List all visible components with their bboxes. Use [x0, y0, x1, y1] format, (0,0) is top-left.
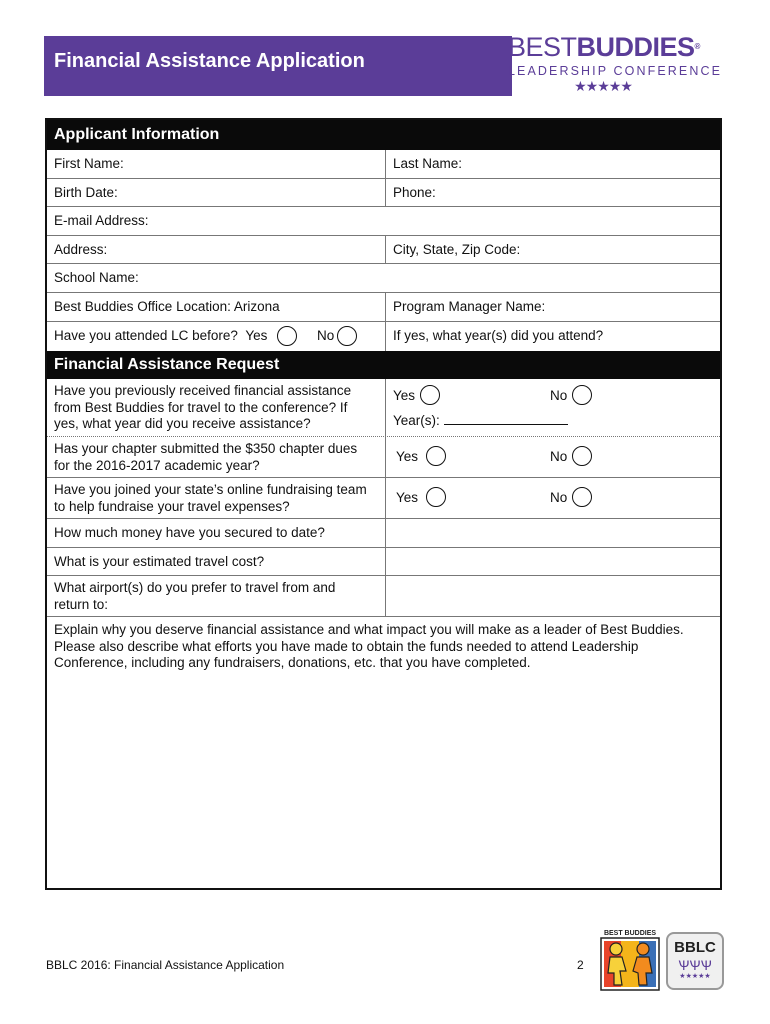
email-field[interactable]: E-mail Address: — [54, 213, 149, 228]
bblc-badge: BBLC ѰѰѰ ★★★★★ — [666, 932, 724, 990]
bblc-stars: ★★★★★ — [679, 973, 711, 980]
application-form — [45, 118, 722, 890]
explain-field[interactable]: Explain why you deserve financial assistance and what impact you will make as a leader of Best Buddies. Please also describe what efforts you have made to obtain the funds needed to attend Leadership Conference, including any fundraisers, donations, etc. that you have completed. — [54, 622, 684, 670]
row-money-secured — [47, 519, 720, 548]
attended-no-label: No — [317, 328, 335, 343]
chapter-dues-question: Has your chapter submitted the $350 chapter dues for the 2016-2017 academic year? — [47, 437, 386, 477]
page-number: 2 — [577, 958, 584, 972]
years-label: Year(s): — [393, 412, 568, 428]
row-name — [47, 150, 720, 179]
fundraising-team-question: Have you joined your state’s online fundraising team to help fundraise your travel expenses? — [47, 478, 386, 518]
first-name-field[interactable]: First Name: — [47, 150, 386, 178]
school-name-field[interactable]: School Name: — [54, 270, 139, 285]
fundraising-no-radio[interactable] — [572, 487, 592, 507]
section-financial-assistance-request: Financial Assistance Request — [47, 351, 720, 379]
row-airport — [47, 576, 720, 617]
row-email — [47, 207, 720, 236]
row-fundraising-team — [47, 478, 720, 519]
office-location-field[interactable]: Best Buddies Office Location: Arizona — [47, 293, 386, 321]
attended-years-field[interactable]: If yes, what year(s) did you attend? — [393, 328, 604, 343]
money-secured-question: How much money have you secured to date? — [47, 519, 386, 547]
row-office — [47, 293, 720, 322]
chapter-dues-answer: Yes No — [386, 437, 720, 477]
best-buddies-badge — [600, 930, 660, 992]
row-birth-phone — [47, 179, 720, 207]
birth-date-field[interactable]: Birth Date: — [47, 179, 386, 206]
fundraising-team-answer: Yes No — [386, 478, 720, 518]
best-buddies-badge-text: BEST BUDDIES — [603, 930, 657, 937]
footer-title: BBLC 2016: Financial Assistance Application — [46, 958, 285, 972]
row-previous-assistance — [47, 379, 720, 437]
airport-field[interactable] — [386, 576, 720, 616]
travel-cost-field[interactable] — [386, 548, 720, 575]
city-state-zip-field[interactable]: City, State, Zip Code: — [393, 242, 521, 257]
section-applicant-information: Applicant Information — [47, 120, 720, 150]
page-title: Financial Assistance Application — [54, 50, 365, 72]
previous-assistance-answer: Yes No Year(s): — [386, 379, 720, 436]
row-school — [47, 264, 720, 293]
previous-assistance-yes-radio[interactable] — [420, 385, 440, 405]
last-name-field[interactable]: Last Name: — [393, 156, 463, 171]
previous-assistance-no-radio[interactable] — [572, 385, 592, 405]
row-explain — [47, 617, 720, 890]
previous-assistance-question: Have you previously received financial assistance from Best Buddies for travel to the conference? If yes, what year did you receive assistance? — [47, 379, 386, 436]
phone-field[interactable]: Phone: — [393, 185, 436, 200]
best-buddies-logo: BESTBUDDIES® LEADERSHIP CONFERENCE ★★★★★ — [508, 32, 728, 104]
chapter-dues-no-radio[interactable] — [572, 446, 592, 466]
program-manager-field[interactable]: Program Manager Name: — [393, 299, 546, 314]
row-address — [47, 236, 720, 264]
bblc-figures-icon: ѰѰѰ — [678, 957, 712, 973]
row-chapter-dues — [47, 437, 720, 478]
chapter-dues-yes-radio[interactable] — [426, 446, 446, 466]
attended-yes-radio[interactable] — [277, 326, 297, 346]
travel-cost-question: What is your estimated travel cost? — [47, 548, 386, 575]
row-attended-lc — [47, 322, 720, 351]
address-field[interactable]: Address: — [47, 236, 386, 263]
airport-question: What airport(s) do you prefer to travel from and return to: — [47, 576, 386, 616]
row-travel-cost — [47, 548, 720, 576]
money-secured-field[interactable] — [386, 519, 720, 547]
buddies-figures-icon — [600, 937, 660, 991]
years-input-line[interactable] — [444, 412, 568, 425]
logo-stars: ★★★★★ — [574, 78, 632, 94]
attended-no-radio[interactable] — [337, 326, 357, 346]
fundraising-yes-radio[interactable] — [426, 487, 446, 507]
attended-lc-question: Have you attended LC before? Yes No — [47, 322, 386, 351]
